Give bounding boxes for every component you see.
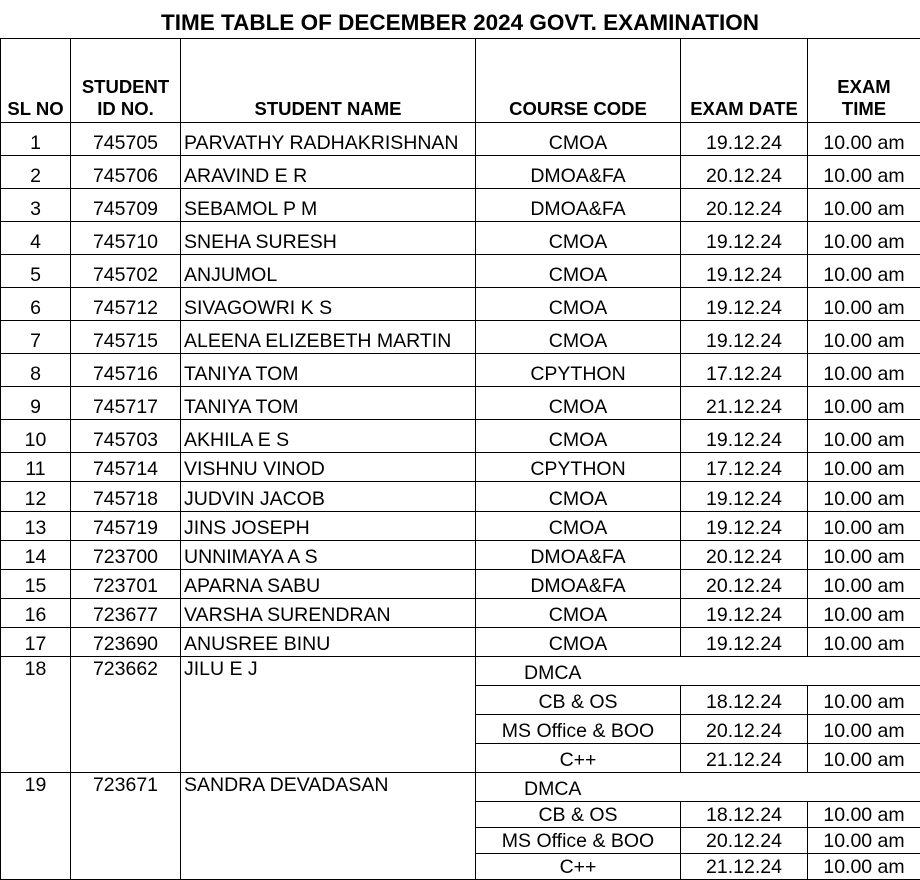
- student-name-cell: PARVATHY RADHAKRISHNAN: [181, 123, 476, 156]
- sl-no-cell: 14: [1, 541, 71, 570]
- sl-no-cell: 19: [1, 773, 71, 880]
- student-id-cell: 745710: [71, 222, 181, 255]
- course-code-cell: CMOA: [476, 628, 681, 657]
- student-name-cell: JUDVIN JACOB: [181, 482, 476, 512]
- exam-date-cell: 19.12.24: [681, 628, 808, 657]
- exam-time-cell: 10.00 am: [808, 123, 920, 156]
- table-row: [1, 512, 920, 541]
- exam-date-cell: 18.12.24: [681, 686, 808, 715]
- exam-date-cell: 21.12.24: [681, 387, 808, 420]
- table-row: [1, 657, 920, 686]
- student-id-cell: 745705: [71, 123, 181, 156]
- exam-date-cell: 19.12.24: [681, 599, 808, 628]
- student-id-cell: 745702: [71, 255, 181, 288]
- student-name-cell: APARNA SABU: [181, 570, 476, 599]
- table-row: [1, 387, 920, 420]
- header-student-id: [71, 39, 181, 123]
- subject-cell: MS Office & BOO: [476, 715, 681, 744]
- table-row: [1, 123, 920, 156]
- table-row: [1, 482, 920, 512]
- subject-cell: CB & OS: [476, 686, 681, 715]
- table-row: [1, 541, 920, 570]
- student-id-cell: 723701: [71, 570, 181, 599]
- student-id-cell: 745715: [71, 321, 181, 354]
- exam-time-cell: 10.00 am: [808, 715, 920, 744]
- exam-date-cell: 20.12.24: [681, 828, 808, 854]
- exam-date-cell: 20.12.24: [681, 715, 808, 744]
- course-code-cell: CMOA: [476, 288, 681, 321]
- student-name-cell: TANIYA TOM: [181, 387, 476, 420]
- sl-no-cell: 4: [1, 222, 71, 255]
- exam-time-cell: 10.00 am: [808, 453, 920, 482]
- student-id-cell: 745716: [71, 354, 181, 387]
- exam-time-cell: 10.00 am: [808, 156, 920, 189]
- subject-cell: C++: [476, 744, 681, 773]
- student-name-cell: AKHILA E S: [181, 420, 476, 453]
- course-code-cell: DMCA: [476, 773, 920, 802]
- sl-no-cell: 18: [1, 657, 71, 773]
- student-id-cell: 723677: [71, 599, 181, 628]
- exam-date-cell: 19.12.24: [681, 123, 808, 156]
- sl-no-cell: 5: [1, 255, 71, 288]
- table-row: [1, 570, 920, 599]
- table-row: [1, 420, 920, 453]
- sl-no-cell: 1: [1, 123, 71, 156]
- student-id-cell: 745706: [71, 156, 181, 189]
- course-code-cell: CMOA: [476, 599, 681, 628]
- exam-time-cell: 10.00 am: [808, 255, 920, 288]
- sl-no-cell: 11: [1, 453, 71, 482]
- header-student-name: STUDENT NAME: [181, 39, 476, 123]
- table-row: [1, 599, 920, 628]
- exam-time-cell: 10.00 am: [808, 744, 920, 773]
- course-code-cell: DMOA&FA: [476, 156, 681, 189]
- course-code-cell: CMOA: [476, 321, 681, 354]
- exam-time-cell: 10.00 am: [808, 570, 920, 599]
- student-id-cell: 745718: [71, 482, 181, 512]
- student-name-cell: ALEENA ELIZEBETH MARTIN: [181, 321, 476, 354]
- header-exam-date: EXAM DATE: [681, 39, 808, 123]
- student-name-cell: UNNIMAYA A S: [181, 541, 476, 570]
- course-code-cell: CPYTHON: [476, 354, 681, 387]
- exam-date-cell: 17.12.24: [681, 453, 808, 482]
- sl-no-cell: 2: [1, 156, 71, 189]
- header-exam-time-label: EXAM TIME: [834, 76, 894, 119]
- exam-time-cell: 10.00 am: [808, 828, 920, 854]
- exam-time-cell: 10.00 am: [808, 321, 920, 354]
- sl-no-cell: 9: [1, 387, 71, 420]
- course-code-cell: CMOA: [476, 123, 681, 156]
- exam-date-cell: 19.12.24: [681, 321, 808, 354]
- exam-date-cell: 19.12.24: [681, 512, 808, 541]
- table-row: [1, 354, 920, 387]
- sl-no-cell: 7: [1, 321, 71, 354]
- exam-time-cell: 10.00 am: [808, 189, 920, 222]
- table-row: [1, 288, 920, 321]
- exam-date-cell: 18.12.24: [681, 802, 808, 828]
- student-name-cell: ARAVIND E R: [181, 156, 476, 189]
- table-row: [1, 321, 920, 354]
- sl-no-cell: 3: [1, 189, 71, 222]
- exam-date-cell: 20.12.24: [681, 156, 808, 189]
- sl-no-cell: 12: [1, 482, 71, 512]
- student-name-cell: ANUSREE BINU: [181, 628, 476, 657]
- sl-no-cell: 13: [1, 512, 71, 541]
- student-id-cell: 723662: [71, 657, 181, 773]
- exam-date-cell: 21.12.24: [681, 854, 808, 880]
- exam-time-cell: 10.00 am: [808, 512, 920, 541]
- exam-date-cell: 19.12.24: [681, 288, 808, 321]
- student-id-cell: 745703: [71, 420, 181, 453]
- course-code-cell: DMOA&FA: [476, 570, 681, 599]
- sl-no-cell: 10: [1, 420, 71, 453]
- course-code-cell: DMOA&FA: [476, 189, 681, 222]
- course-code-cell: CMOA: [476, 420, 681, 453]
- exam-time-cell: 10.00 am: [808, 686, 920, 715]
- course-code-cell: DMCA: [476, 657, 920, 686]
- exam-date-cell: 20.12.24: [681, 189, 808, 222]
- table-row: [1, 628, 920, 657]
- student-id-cell: 723700: [71, 541, 181, 570]
- timetable: [0, 38, 920, 880]
- exam-date-cell: 21.12.24: [681, 744, 808, 773]
- course-code-cell: CMOA: [476, 387, 681, 420]
- exam-time-cell: 10.00 am: [808, 802, 920, 828]
- student-id-cell: 723690: [71, 628, 181, 657]
- exam-date-cell: 20.12.24: [681, 541, 808, 570]
- course-code-cell: CMOA: [476, 222, 681, 255]
- sl-no-cell: 6: [1, 288, 71, 321]
- student-name-cell: JILU E J: [181, 657, 476, 773]
- exam-time-cell: 10.00 am: [808, 222, 920, 255]
- header-sl-no: SL NO: [1, 39, 71, 123]
- student-name-cell: SIVAGOWRI K S: [181, 288, 476, 321]
- exam-date-cell: 19.12.24: [681, 255, 808, 288]
- student-id-cell: 745717: [71, 387, 181, 420]
- timetable-body: [1, 123, 920, 880]
- sl-no-cell: 17: [1, 628, 71, 657]
- subject-cell: MS Office & BOO: [476, 828, 681, 854]
- course-code-cell: CMOA: [476, 255, 681, 288]
- student-id-cell: 745712: [71, 288, 181, 321]
- table-row: [1, 156, 920, 189]
- sl-no-cell: 16: [1, 599, 71, 628]
- exam-time-cell: 10.00 am: [808, 420, 920, 453]
- exam-date-cell: 20.12.24: [681, 570, 808, 599]
- exam-time-cell: 10.00 am: [808, 628, 920, 657]
- student-name-cell: JINS JOSEPH: [181, 512, 476, 541]
- course-code-cell: CPYTHON: [476, 453, 681, 482]
- header-exam-time: [808, 39, 920, 123]
- exam-date-cell: 19.12.24: [681, 420, 808, 453]
- course-code-cell: CMOA: [476, 482, 681, 512]
- sl-no-cell: 8: [1, 354, 71, 387]
- student-name-cell: TANIYA TOM: [181, 354, 476, 387]
- sl-no-cell: 15: [1, 570, 71, 599]
- exam-date-cell: 19.12.24: [681, 482, 808, 512]
- student-name-cell: VISHNU VINOD: [181, 453, 476, 482]
- student-name-cell: VARSHA SURENDRAN: [181, 599, 476, 628]
- header-student-id-label: STUDENT ID NO.: [78, 76, 174, 119]
- table-row: [1, 189, 920, 222]
- student-name-cell: SANDRA DEVADASAN: [181, 773, 476, 880]
- student-name-cell: ANJUMOL: [181, 255, 476, 288]
- exam-time-cell: 10.00 am: [808, 354, 920, 387]
- student-id-cell: 745709: [71, 189, 181, 222]
- subject-cell: CB & OS: [476, 802, 681, 828]
- table-row: [1, 222, 920, 255]
- table-row: [1, 453, 920, 482]
- exam-time-cell: 10.00 am: [808, 599, 920, 628]
- table-row: [1, 255, 920, 288]
- course-code-cell: CMOA: [476, 512, 681, 541]
- student-id-cell: 745719: [71, 512, 181, 541]
- header-course-code: COURSE CODE: [476, 39, 681, 123]
- exam-date-cell: 19.12.24: [681, 222, 808, 255]
- header-row: [1, 39, 920, 123]
- exam-time-cell: 10.00 am: [808, 387, 920, 420]
- course-code-cell: DMOA&FA: [476, 541, 681, 570]
- table-row: [1, 773, 920, 802]
- exam-time-cell: 10.00 am: [808, 854, 920, 880]
- student-id-cell: 723671: [71, 773, 181, 880]
- student-id-cell: 745714: [71, 453, 181, 482]
- student-name-cell: SEBAMOL P M: [181, 189, 476, 222]
- page-title: TIME TABLE OF DECEMBER 2024 GOVT. EXAMINATION: [0, 0, 920, 38]
- exam-time-cell: 10.00 am: [808, 541, 920, 570]
- exam-time-cell: 10.00 am: [808, 482, 920, 512]
- exam-time-cell: 10.00 am: [808, 288, 920, 321]
- subject-cell: C++: [476, 854, 681, 880]
- exam-date-cell: 17.12.24: [681, 354, 808, 387]
- student-name-cell: SNEHA SURESH: [181, 222, 476, 255]
